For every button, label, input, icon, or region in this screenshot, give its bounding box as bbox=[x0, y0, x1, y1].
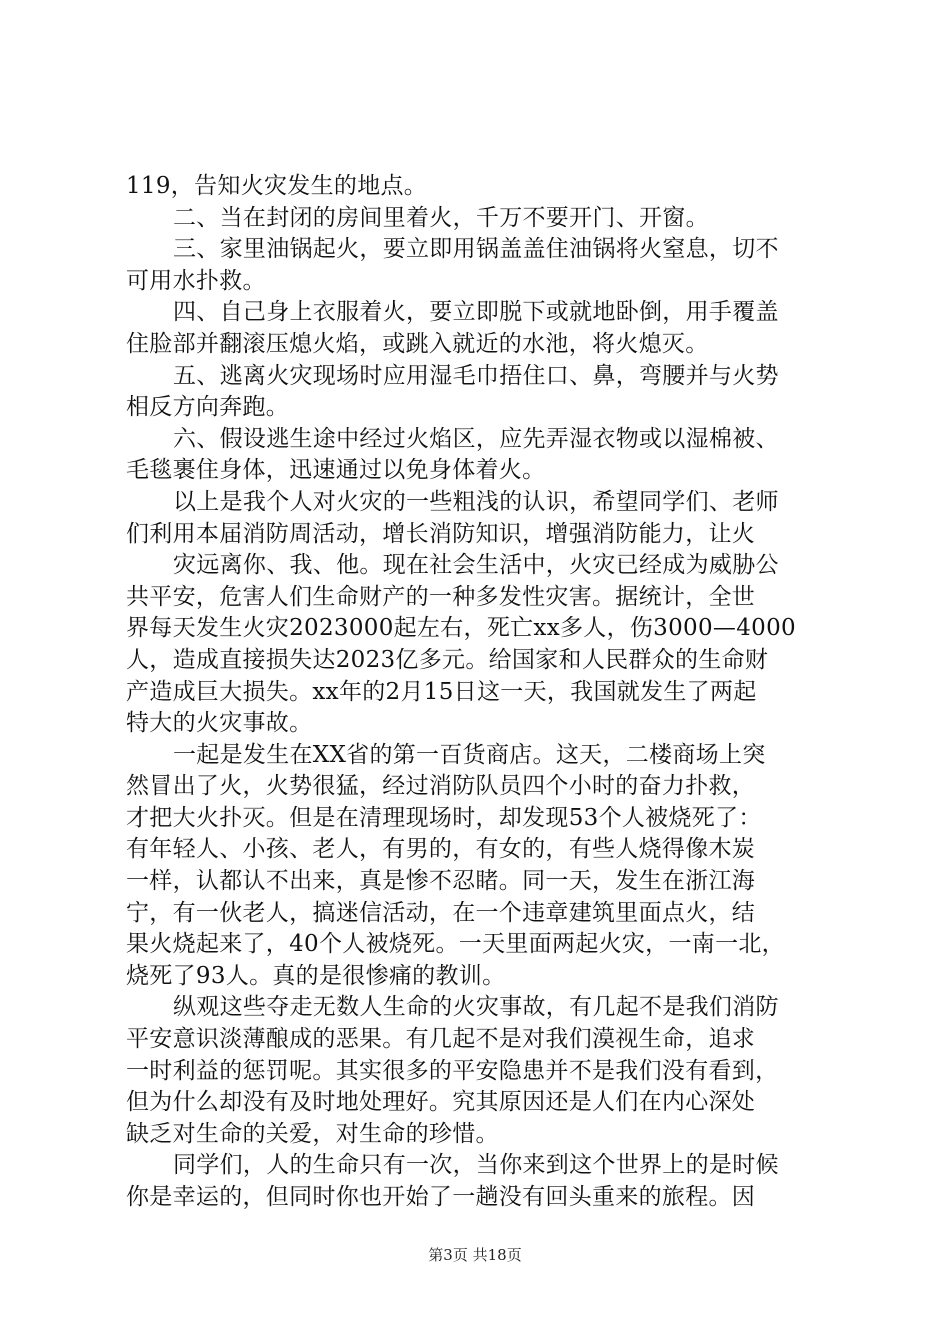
text-line: 产造成巨大损失。xx年的2月15日这一天，我国就发生了两起 bbox=[126, 678, 757, 705]
text-line: 纵观这些夺走无数人生命的火灾事故，有几起不是我们消防 bbox=[173, 994, 779, 1021]
text-line: 五、逃离火灾现场时应用湿毛巾捂住口、鼻，弯腰并与火势 bbox=[173, 362, 779, 389]
text-line: 才把大火扑灭。但是在清理现场时，却发现53个人被烧死了： bbox=[126, 804, 762, 831]
document-body bbox=[126, 171, 838, 1214]
text-line: 平安意识淡薄酿成的恶果。有几起不是对我们漠视生命，追求 bbox=[126, 1026, 756, 1053]
text-line: 烧死了93人。真的是很惨痛的教训。 bbox=[126, 962, 506, 989]
text-line: 界每天发生火灾2023000起左右，死亡xx多人，伤3000—4000 bbox=[126, 615, 796, 642]
text-line: 人，造成直接损失达2023亿多元。给国家和人民群众的生命财 bbox=[126, 646, 769, 673]
text-line: 以上是我个人对火灾的一些粗浅的认识，希望同学们、老师 bbox=[173, 488, 779, 515]
text-line: 有年轻人、小孩、老人，有男的，有女的，有些人烧得像木炭 bbox=[126, 836, 756, 863]
text-line: 然冒出了火，火势很猛，经过消防队员四个小时的奋力扑救， bbox=[126, 773, 756, 800]
text-line: 同学们，人的生命只有一次，当你来到这个世界上的是时候 bbox=[173, 1152, 779, 1179]
page-number: 第3页 共18页 bbox=[428, 1246, 522, 1264]
text-line: 共平安，危害人们生命财产的一种多发性灾害。据统计，全世 bbox=[126, 583, 756, 610]
page-footer bbox=[0, 1244, 950, 1265]
text-line: 可用水扑救。 bbox=[126, 267, 266, 294]
text-line: 你是幸运的，但同时你也开始了一趟没有回头重来的旅程。因 bbox=[126, 1184, 756, 1210]
text-line: 但为什么却没有及时地处理好。究其原因还是人们在内心深处 bbox=[126, 1089, 756, 1116]
text-line: 缺乏对生命的关爱，对生命的珍惜。 bbox=[126, 1120, 499, 1147]
text-line: 相反方向奔跑。 bbox=[126, 394, 290, 421]
text-line: 果火烧起来了，40个人被烧死。一天里面两起火灾，一南一北， bbox=[126, 931, 785, 958]
text-line: 住脸部并翻滚压熄火焰，或跳入就近的水池，将火熄灭。 bbox=[126, 330, 709, 357]
text-line: 六、假设逃生途中经过火焰区，应先弄湿衣物或以湿棉被、 bbox=[173, 425, 779, 452]
text-line: 们利用本届消防周活动，增长消防知识，增强消防能力，让火 bbox=[126, 520, 756, 547]
text-line: 三、家里油锅起火，要立即用锅盖盖住油锅将火窒息，切不 bbox=[173, 236, 779, 263]
text-line: 一时利益的惩罚呢。其实很多的平安隐患并不是我们没有看到， bbox=[126, 1057, 779, 1084]
text-line: 119，告知火灾发生的地点。 bbox=[126, 173, 428, 199]
text-line: 一起是发生在XX省的第一百货商店。这天，二楼商场上突 bbox=[173, 741, 766, 768]
text-line: 宁，有一伙老人，搞迷信活动，在一个违章建筑里面点火，结 bbox=[126, 899, 756, 926]
text-line: 二、当在封闭的房间里着火，千万不要开门、开窗。 bbox=[173, 204, 709, 231]
text-line: 灾远离你、我、他。现在社会生活中，火灾已经成为威胁公 bbox=[173, 552, 779, 579]
text-line: 特大的火灾事故。 bbox=[126, 710, 313, 737]
text-line: 一样，认都认不出来，真是惨不忍睹。同一天，发生在浙江海 bbox=[126, 868, 756, 895]
text-line: 四、自己身上衣服着火，要立即脱下或就地卧倒，用手覆盖 bbox=[173, 299, 779, 326]
text-line: 毛毯裹住身体，迅速通过以免身体着火。 bbox=[126, 457, 546, 484]
